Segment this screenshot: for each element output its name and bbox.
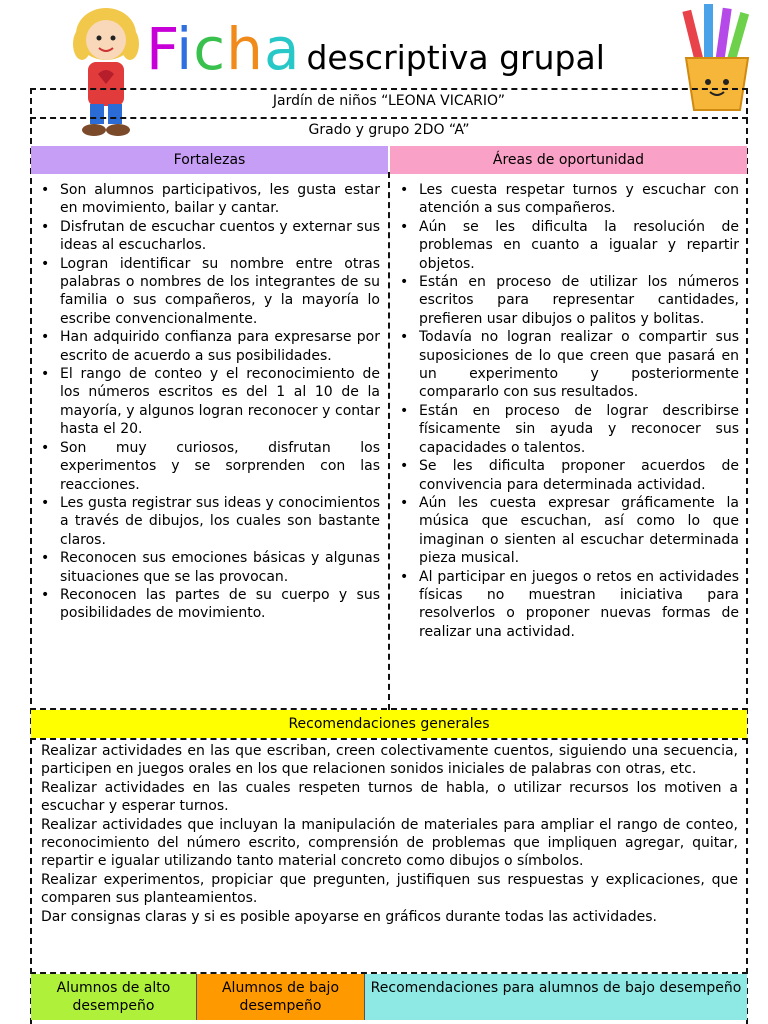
list-item: • Se les dificulta proponer acuerdos de convivencia para determinada actividad. xyxy=(395,457,739,494)
strengths-header: Fortalezas xyxy=(31,146,388,174)
low-performance-recs-header: Recomendaciones para alumnos de bajo desempeño xyxy=(365,974,747,1020)
high-performance-header: Alumnos de alto desempeño xyxy=(31,974,197,1020)
title-rest: descriptiva grupal xyxy=(306,38,605,77)
title-letter-c: c xyxy=(193,15,227,83)
recommendation-paragraph: Realizar experimentos, propiciar que pregunten, justifiquen sus respuestas y explicaciones, que comparen sus planteamientos. xyxy=(41,871,738,907)
list-item: • Están en proceso de lograr describirse físicamente sin ayuda y reconocer sus capacidades o talentos. xyxy=(395,402,739,457)
page-title xyxy=(146,15,605,89)
recommendations-body xyxy=(41,742,738,926)
list-item: • Reconocen las partes de su cuerpo y sus posibilidades de movimiento. xyxy=(36,586,380,623)
list-item: • El rango de conteo y el reconocimiento de los números escritos es del 1 al 10 de la mayoría, y algunos logran reconocer y contar hasta el 20. xyxy=(36,365,380,439)
divider-school xyxy=(30,117,748,119)
recommendation-paragraph: Dar consignas claras y si es posible apoyarse en gráficos durante todas las actividades. xyxy=(41,908,657,925)
divider-recommendations xyxy=(30,738,748,740)
title-letter-a: a xyxy=(263,15,301,83)
divider-top xyxy=(30,88,748,90)
opportunities-header: Áreas de oportunidad xyxy=(390,146,747,174)
list-item: • Están en proceso de utilizar los números escritos para representar cantidades, prefieren usar dibujos o palitos y bolitas. xyxy=(395,273,739,328)
column-divider xyxy=(388,172,390,710)
recommendation-paragraph: Realizar actividades en las que escriban, creen colectivamente cuentos, siguiendo una secuencia, participen en juegos orales en los que relacionen sonidos iniciales de palabras con otras, etc. xyxy=(41,743,738,778)
recommendation-paragraph: Realizar actividades en las cuales respeten turnos de habla, o utilizar recursos los motiven a escuchar y esperar turnos. xyxy=(41,779,738,815)
list-item: • Son muy curiosos, disfrutan los experimentos y se sorprenden con las reacciones. xyxy=(36,439,380,494)
list-item: • Son alumnos participativos, les gusta estar en movimiento, bailar y cantar. xyxy=(36,181,380,218)
page-header xyxy=(0,0,768,88)
title-letter-i: i xyxy=(176,15,194,83)
list-item: • Reconocen sus emociones básicas y algunas situaciones que se las provocan. xyxy=(36,549,380,586)
list-item: • Aún se les dificulta la resolución de problemas en cuanto a igualar y repartir objetos. xyxy=(395,218,739,273)
recommendation-paragraph: Realizar actividades que incluyan la manipulación de materiales para ampliar el rango de conteo, reconocimiento del número escrito, comprensión de problemas que impliquen agregar, quitar, repartir e igualar utilizando tanto material concreto como dibujos o símbolos. xyxy=(41,816,738,870)
grade-group: Grado y grupo 2DO “A” xyxy=(308,122,470,138)
list-item: • Han adquirido confianza para expresarse por escrito de acuerdo a sus posibilidades. xyxy=(36,328,380,365)
title-letter-f: F xyxy=(146,15,177,83)
list-item: • Al participar en juegos o retos en actividades físicas no muestran iniciativa para resolverlos o proponer nuevas formas de realizar una actividad. xyxy=(395,568,739,642)
list-item: • Les gusta registrar sus ideas y conocimientos a través de dibujos, los cuales son bastante claros. xyxy=(36,494,380,549)
list-item: • Les cuesta respetar turnos y escuchar con atención a sus compañeros. xyxy=(395,181,739,218)
school-name: Jardín de niños “LEONA VICARIO” xyxy=(272,93,506,109)
opportunities-list xyxy=(395,181,739,641)
list-item: • Aún les cuesta expresar gráficamente la música que escuchan, así como lo que imaginan o sienten al escuchar determinada pieza musical. xyxy=(395,494,739,568)
title-letter-h: h xyxy=(226,15,264,83)
list-item: • Disfrutan de escuchar cuentos y externar sus ideas al escucharlos. xyxy=(36,218,380,255)
strengths-list xyxy=(36,181,380,623)
low-performance-header: Alumnos de bajo desempeño xyxy=(197,974,365,1020)
list-item: • Todavía no logran realizar o compartir sus suposiciones de lo que creen que pasará en un experimento y posteriormente compararlo con sus resultados. xyxy=(395,328,739,402)
recommendations-header: Recomendaciones generales xyxy=(31,710,747,738)
list-item: • Logran identificar su nombre entre otras palabras o nombres de los integrantes de su familia o sus compañeros, y la mayoría lo escribe convencionalmente. xyxy=(36,255,380,329)
